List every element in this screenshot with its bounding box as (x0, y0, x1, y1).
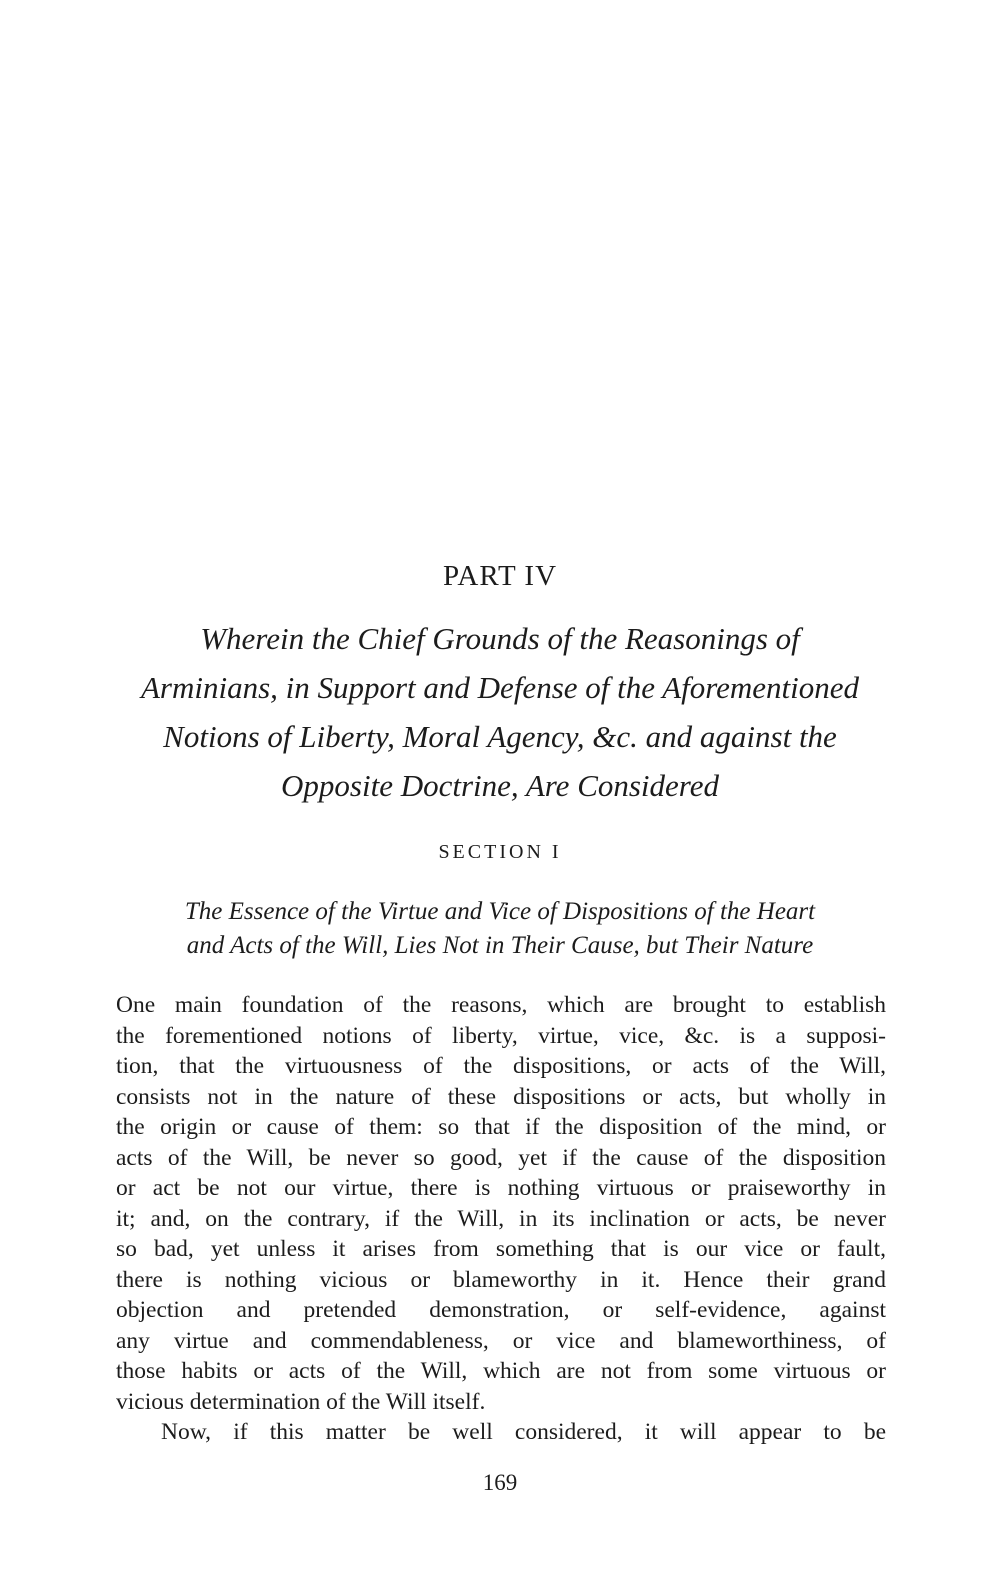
body-line: so bad, yet unless it arises from something that is our vice or fault, (116, 1236, 886, 1262)
body-line: it; and, on the contrary, if the Will, in its inclination or acts, be never (116, 1205, 886, 1232)
part-subtitle-line: Opposite Doctrine, Are Considered (281, 768, 719, 803)
part-title: PART IV (442, 560, 558, 592)
page-number: 169 (482, 1470, 518, 1495)
body-line: acts of the Will, be never so good, yet if the cause of the disposition (116, 1144, 886, 1171)
body-line: or act be not our virtue, there is nothing virtuous or praiseworthy in (116, 1175, 886, 1201)
body-line: Now, if this matter be well considered, it will appear to be (161, 1419, 886, 1445)
section-title-line: and Acts of the Will, Lies Not in Their Cause, but Their Nature (186, 932, 814, 959)
body-line: there is nothing vicious or blameworthy in it. Hence their grand (116, 1266, 886, 1293)
body-line: objection and pretended demonstration, or self-evidence, against (116, 1297, 886, 1323)
section-title (100, 895, 900, 963)
part-subtitle-line: Arminians, in Support and Defense of the Aforementioned (140, 670, 860, 705)
part-subtitle-line: Wherein the Chief Grounds of the Reasonings of (200, 621, 800, 656)
body-line: tion, that the virtuousness of the dispositions, or acts of the Will, (116, 1053, 886, 1079)
section-label: SECTION I (438, 841, 562, 863)
section-title-line: The Essence of the Virtue and Vice of Dispositions of the Heart (184, 898, 816, 925)
body-line: One main foundation of the reasons, which are brought to establish (116, 992, 886, 1018)
body-line: those habits or acts of the Will, which are not from some virtuous or (116, 1358, 886, 1384)
body-line: any virtue and commendableness, or vice and blameworthiness, of (116, 1327, 886, 1354)
body-text (116, 990, 886, 1448)
body-line: the forementioned notions of liberty, virtue, vice, &c. is a supposi- (116, 1022, 886, 1049)
part-subtitle-line: Notions of Liberty, Moral Agency, &c. and against the (163, 719, 837, 754)
body-line: vicious determination of the Will itself. (116, 1388, 486, 1415)
part-subtitle (110, 614, 890, 810)
body-line: the origin or cause of them: so that if the disposition of the mind, or (116, 1114, 886, 1140)
body-line: consists not in the nature of these dispositions or acts, but wholly in (116, 1083, 886, 1110)
